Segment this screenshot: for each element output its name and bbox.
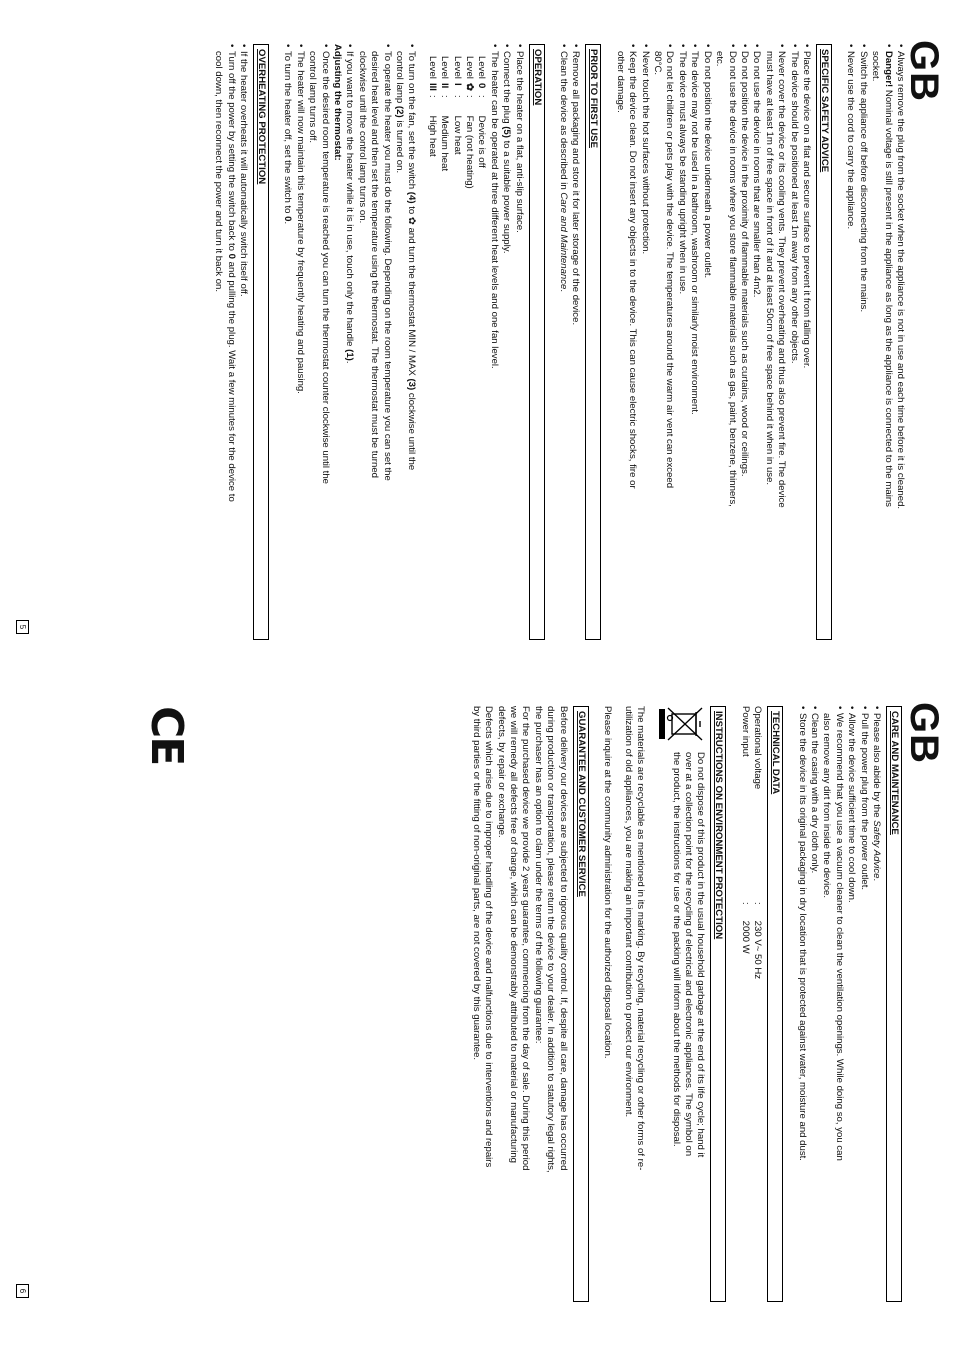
technical-heading: TECHNICAL DATA [767, 706, 783, 1302]
prior-item-1: • Remove all packaging and store it for later storage of the device. [569, 44, 581, 640]
operation-heading: OPERATION [529, 44, 545, 640]
technical-sep: : [739, 902, 751, 905]
guarantee-line: Before delivery our devices are subjected to rigorous quality control. If, despite all care, damage has occurred [557, 706, 569, 1171]
care-item: • Pull the power plug from the power outlet. [857, 706, 869, 1302]
specific-safety-line: • Do not position the device in the proximity of flammable materials such as curtains, wood or ceilings. [738, 44, 750, 640]
specific-safety-line: 80°C. [652, 51, 664, 76]
danger-item: • Danger! Nominal voltage is still present in the appliance as long as the appliance is connected to the mains [881, 44, 893, 640]
overheating-item-1: • If the heater overheats it will automatically switch itself off. [237, 44, 249, 640]
heat-level-row [425, 56, 437, 193]
guarantee-line: we will remedy all defects free of charge, which can be demonstrably attributed to material or manufacturing [508, 706, 520, 1163]
heat-level-row [450, 56, 462, 193]
adjust-item [306, 44, 331, 640]
guarantee-heading: GUARANTEE AND CUSTOMER SERVICE [573, 706, 589, 1302]
heat-level-desc: Low heat [451, 115, 463, 155]
heat-level-row [438, 56, 450, 193]
language-code: GB [902, 702, 946, 764]
heat-level-label: Level [476, 56, 488, 79]
weee-block [654, 706, 706, 1302]
heat-level-val: 0 [476, 82, 488, 89]
heat-level-sep: : [451, 94, 463, 98]
guarantee-line: defects, by repair or exchange. [495, 706, 507, 838]
safety-item: • Switch the appliance off before disconnecting from the mains. [856, 44, 868, 640]
operation-item-3: • The heater can be operated at three different heat levels and one fan level. [487, 44, 499, 640]
heat-level-label: Level [451, 56, 463, 79]
page-number: 6 [16, 1284, 29, 1298]
specific-safety-line: • The device must always be standing upright when in use. [676, 44, 688, 640]
general-safety-list [894, 44, 906, 640]
heat-level-sep: : [426, 94, 438, 98]
specific-safety-line: other damage. [614, 51, 626, 113]
crossed-bin-icon [654, 706, 706, 744]
care-item: • Store the device in its original packaging in dry location that is protected against water, moisture and dust. [795, 706, 807, 1302]
heat-level-table [425, 56, 487, 193]
heat-level-sep: : [464, 94, 476, 98]
heat-level-val: ✿ [464, 82, 476, 91]
page-6 [0, 676, 954, 1352]
danger-item-cont: socket. [870, 51, 882, 82]
specific-safety-line: • Never cover the device or its cooling vents. They prevent overheating and thus also prevent fire. The device [775, 44, 787, 640]
off-item: • To turn the heater off, set the switch to 0. [281, 44, 293, 640]
heat-level-desc: Medium heat [439, 115, 451, 172]
technical-label: Power input [739, 706, 751, 757]
overheating-heading: OVERHEATING PROTECTION [253, 44, 269, 640]
specific-safety-line: • Do not use the device in rooms where you store flammable materials such as gas, paint, benzene, thinners, [725, 44, 737, 640]
vacuum-item-cont: also remove any dirt from inside the device. [821, 713, 833, 899]
specific-safety-list [613, 44, 812, 640]
guarantee-line: the purchaser has an option to clam under the terms of the following guarantee: [532, 706, 544, 1044]
ce-mark: CE [141, 706, 193, 765]
care-heading: CARE AND MAINTENANCE [886, 706, 902, 1302]
prior-item-2: • Clean the device as described in Care and Maintenance. [557, 44, 569, 640]
operate-line: desired heat level and then set the temperature using the thermostat. The thermostat must be turned [369, 51, 381, 478]
weee-line: over at a collection point for the recycling of electrical and electronic appliances. The symbol on [682, 752, 694, 1157]
specific-safety-line: must have at least 1m of free space in front of it and at least 50cm of free space behind it when in use. [763, 51, 775, 486]
care-item-1: • Please also abide by the Safety Advice. [870, 706, 882, 1302]
page-5-content [212, 44, 906, 640]
specific-safety-line: • Do not position the device underneath a power outlet. [700, 44, 712, 640]
operation-item-2: • Connect the plug (5) to a suitable power supply. [500, 44, 512, 640]
operate-line: • To operate the heater you must do the following. Depending on the room temperature you can set the [380, 44, 392, 640]
care-item: • Allow the device sufficient time to cool down. [845, 706, 857, 1302]
prior-first-use-heading: PRIOR TO FIRST USE [585, 44, 601, 640]
weee-text [669, 752, 706, 1302]
heat-level-val: III [426, 82, 438, 91]
recycle-text [621, 706, 646, 1302]
heat-level-val: I [451, 82, 463, 86]
guarantee-line: during production or transportation, please return the device to your dealer. In addition to statutory legal rights, [545, 706, 557, 1173]
specific-safety-line: • The device may not be used in a bathroom, washroom or similarly moist environment. [688, 44, 700, 640]
vacuum-item: • We recommend that you use a vacuum cleaner to clean the ventilation openings. While doing so, you can [832, 706, 844, 1302]
recycle-line: The materials are recyclable as mentioned in its marking. By recycling, material recycling or other forms of re- [634, 706, 646, 1171]
technical-table [738, 706, 763, 985]
weee-line: the product, the instructions for use or the packing will inform about the methods for disposal. [670, 752, 682, 1147]
guarantee-line: by third parties or the fitting of non-original parts, are not covered by this guarantee. [470, 706, 482, 1061]
safety-item: • Never use the cord to carry the appliance. [844, 44, 856, 640]
adjust-thermostat-heading: Adjusting the thermostat: [331, 44, 343, 161]
overheating-item-2: • Turn off the power by setting the switch back to 0 and pulling the plug. Wait a few minutes for the device to [224, 44, 236, 640]
heat-level-desc: Device is off [476, 115, 488, 168]
technical-value: 2000 W [739, 920, 751, 954]
care-list [845, 706, 870, 1302]
heat-level-sep: : [439, 94, 451, 98]
specific-safety-line: • Do not let children or pets play with the device. The temperatures around the warm air vent can exceed [663, 44, 675, 640]
page-6-content [469, 706, 906, 1302]
safety-item: • Always remove the plug from the socket when the appliance is not in use and each time before it is cleaned. [894, 44, 906, 640]
recycle-line: utilization of old appliances, you are making an important contribution to protect our environment. [622, 706, 634, 1118]
move-item: • If you want to move the heater while it is in use, touch only the handle (1). [343, 44, 355, 640]
specific-safety-line: • Never touch the hot surfaces without protection. [638, 44, 650, 640]
guarantee-line: For the purchased device we provide 2 years guarantee, commencing from the day of sale. During this period [520, 706, 532, 1171]
heat-level-val: II [439, 82, 451, 89]
heat-level-label: Level [464, 56, 476, 79]
language-code: GB [902, 40, 946, 102]
specific-safety-line: • The device should be positioned at least 1m away from any other objects. [787, 44, 799, 640]
technical-sep: : [752, 902, 764, 905]
care-list-2 [795, 706, 820, 1302]
heat-level-desc: High heat [426, 115, 438, 157]
environment-heading: INSTRUCTIONS ON ENVIRONMENT PROTECTION [710, 706, 726, 1302]
specific-safety-line: etc. [714, 51, 726, 67]
heat-level-label: Level [439, 56, 451, 79]
general-safety-list-2 [844, 44, 869, 640]
specific-safety-line: • Keep the device clean. Do not insert any objects in to the device. This can cause electric shocks, fire or [626, 44, 638, 640]
technical-label: Operational voltage [752, 706, 764, 790]
heat-level-label: Level [426, 56, 438, 79]
specific-safety-line: • Do not use the device in rooms that are smaller than 4m2. [750, 44, 762, 640]
heat-level-row [475, 56, 487, 193]
adjust-line: control lamp turns off. [307, 51, 319, 144]
operate-item [355, 44, 392, 640]
heat-level-row [463, 56, 475, 193]
technical-row [751, 706, 763, 985]
specific-safety-heading: SPECIFIC SAFETY ADVICE [816, 44, 832, 640]
technical-row [738, 706, 750, 985]
weee-line: Do not dispose of this product in the usual household garbage at the end of its life cycle; hand it [695, 752, 707, 1158]
overheating-item-2-cont: cool down, then reconnect the power and turn it back on. [213, 51, 225, 293]
adjust-line: • Once the desired room temperature is reached you can turn the thermostat counter clockwise until the [318, 44, 330, 640]
page-number: 5 [16, 620, 29, 634]
technical-value: 230 V~ 50 Hz [752, 920, 764, 980]
specific-safety-line: • Place the device on a flat and secure surface to prevent it from falling over. [800, 44, 812, 640]
operation-item-1: • Place the heater on a flat, anti-slip surface. [512, 44, 524, 640]
fan-item-cont: control lamp (2) is turned on. [394, 51, 405, 174]
guarantee-text [469, 706, 568, 1302]
heat-level-desc: Fan (not heating) [464, 115, 476, 189]
operate-line: clockwise until the control lamp turns on. [356, 51, 368, 224]
heat-level-sep: : [476, 94, 488, 98]
care-item: • Clean the casing with a dry cloth only. [808, 706, 820, 1302]
maintain-item: • The heater will now maintain this temperature by frequently heating and pausing. [293, 44, 305, 640]
fan-item: • To turn on the fan, set the switch (4) to ✿ and turn the thermostat MIN / MAX (3) clockwise until the [405, 44, 417, 640]
inquire-text: Please inquire at the community administration for the authorized disposal location. [602, 706, 614, 1059]
guarantee-line: Defects which arise due to improper handling of the device and malfunctions due to interventions and repairs [483, 706, 495, 1168]
